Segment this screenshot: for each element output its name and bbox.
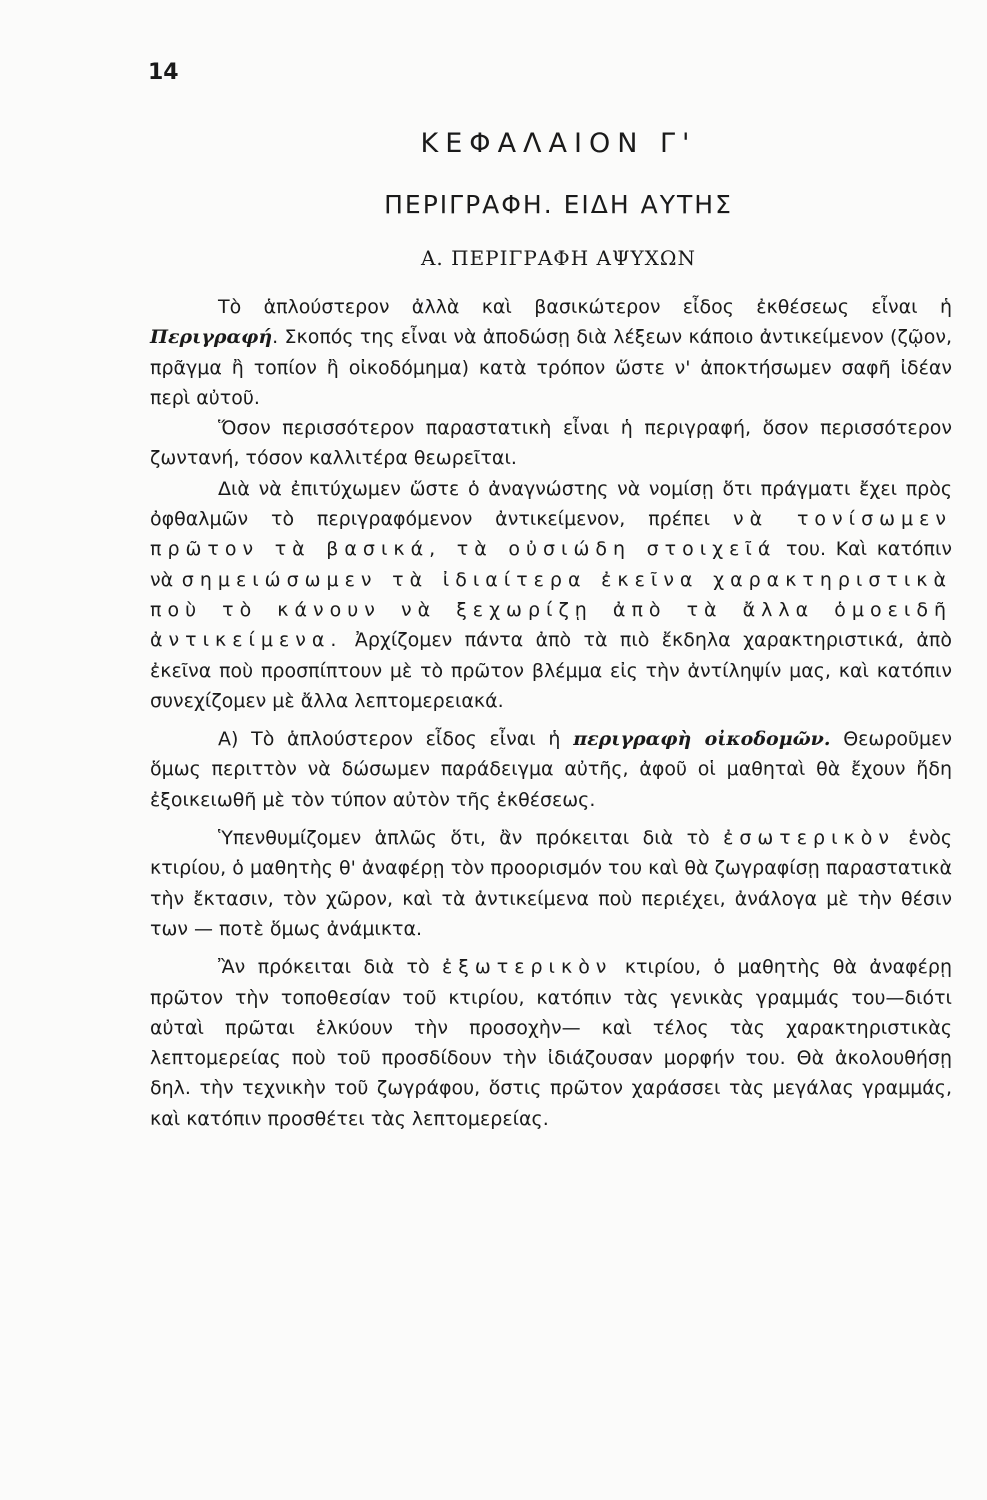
paragraph-3-text-c: Ἀρχίζομεν πάντα ἀπὸ τὰ πιὸ ἔκδηλα χαρακτηριστικά, ἀπὸ ἐκεῖνα ποὺ προσπίπτουν μὲ τὸ πρῶτον βλέμμα εἰς τὴν ἀντίληψίν μας, καὶ κατόπιν συνεχίζομεν μὲ ἄλλα λεπτομερειακά. [150,629,952,712]
section-heading: Α. ΠΕΡΙΓΡΑΦΗ ΑΨΥΧΩΝ [420,246,697,270]
paragraph-6-text-b: κτιρίου, ὁ μαθητὴς θὰ ἀναφέρῃ πρῶτον τὴν τοποθεσίαν τοῦ κτιρίου, κατόπιν τὰς γενικὰς γραμμάς του—διότι αὐταὶ πρῶται ἑλκύουν τὴν προσοχὴν— καὶ τέλος τὰς χαρακτηριστικὰς λεπτομερείας ποὺ τοῦ προσδίδουν τὴν ἰδιάζουσαν μορφήν του. Θὰ ἀκολουθήσῃ δηλ. τὴν τεχνικὴν τοῦ ζωγράφου, ὅστις πρῶτον χαράσσει τὰς μεγάλας γραμμάς, καὶ κατόπιν προσθέτει τὰς λεπτομερείας. [150,956,952,1130]
page-number: 14 [148,60,179,85]
paragraph-3 [150,474,952,716]
page-title: ΠΕΡΙΓΡΑΦΗ. ΕΙΔΗ ΑΥΤΗΣ [384,190,733,219]
spaced-emphasis: ἐσωτερικὸν [723,827,895,850]
paragraph-1 [150,292,952,413]
paragraph-2: Ὅσον περισσότερον παραστατικὴ εἶναι ἡ περιγραφή, ὅσον περισσότερον ζωντανή, τόσον καλλιτέρα θεωρεῖται. [150,417,952,470]
paragraph-1-text-b: . Σκοπός της εἶναι νὰ ἀποδώσῃ διὰ λέξεων κάποιο ἀντικείμενον (ζῷον, πρᾶγμα ἢ τοπίον ἢ οἰκοδόμημα) κατὰ τρόπον ὥστε ν' ἀποκτήσωμεν σαφῆ ἰδέαν περὶ αὐτοῦ. [150,326,952,409]
paragraph-5-text-b: ἑνὸς κτιρίου, ὁ μαθητὴς θ' ἀναφέρῃ τὸν προορισμόν του καὶ θὰ ζωγραφίσῃ παραστατικὰ τὴν ἔκτασιν, τὸν χῶρον, καὶ τὰ ἀντικείμενα ποὺ περιέχει, ἀνάλογα μὲ τὴν θέσιν των — ποτὲ ὅμως ἀνάμικτα. [150,827,952,940]
emphasis-term: Περιγραφή [150,326,273,349]
spaced-emphasis-2: σημειώσωμεν τὰ ἰδιαίτερα ἐκεῖνα χαρακτηριστικὰ ποὺ τὸ κάνουν νὰ ξεχωρίζῃ ἀπὸ τὰ ἄλλα ὁμοειδῆ ἀντικείμενα. [150,568,952,652]
paragraph-6 [150,952,952,1134]
emphasis-term: περιγραφὴ οἰκοδομῶν. [573,728,831,751]
paragraph-5 [150,823,952,944]
paragraph-6-text-a: Ἂν πρόκειται διὰ τὸ [218,956,443,979]
paragraph-1-text-a: Τὸ ἁπλούστερον ἀλλὰ καὶ βασικώτερον εἶδος ἐκθέσεως εἶναι ἡ [218,296,952,318]
paragraph-5-text-a: Ὑπενθυμίζομεν ἁπλῶς ὅτι, ἂν πρόκειται διὰ τὸ [218,827,724,850]
paragraph-3-text-b: του. Καὶ κατόπιν νὰ [150,538,952,591]
paragraph-4-text-b: Θεωροῦμεν ὅμως περιττὸν νὰ δώσωμεν παράδειγμα αὐτῆς, ἀφοῦ οἱ μαθηταὶ θὰ ἔχουν ἤδη ἐξοικειωθῆ μὲ τὸν τύπον αὐτὸν τῆς ἐκθέσεως. [150,728,952,811]
spaced-emphasis: ἐξωτερικὸν [442,956,613,979]
chapter-heading: ΚΕΦΑΛΑΙΟΝ Γ' [420,128,697,159]
paragraph-4-text-a: Α) Τὸ ἁπλούστερον εἶδος εἶναι ἡ [218,728,574,751]
body-text [150,292,952,1134]
spaced-emphasis-1: νὰ τονίσωμεν πρῶτον τὰ βασικά, τὰ οὐσιώδη στοιχεῖά [150,508,952,561]
paragraph-4 [150,724,952,815]
paragraph-3-text-a: Διὰ νὰ ἐπιτύχωμεν ὥστε ὁ ἀναγνώστης νὰ νομίσῃ ὅτι πράγματι ἔχει πρὸς ὀφθαλμῶν τὸ περιγραφόμενον ἀντικείμενον, πρέπει [150,477,952,531]
